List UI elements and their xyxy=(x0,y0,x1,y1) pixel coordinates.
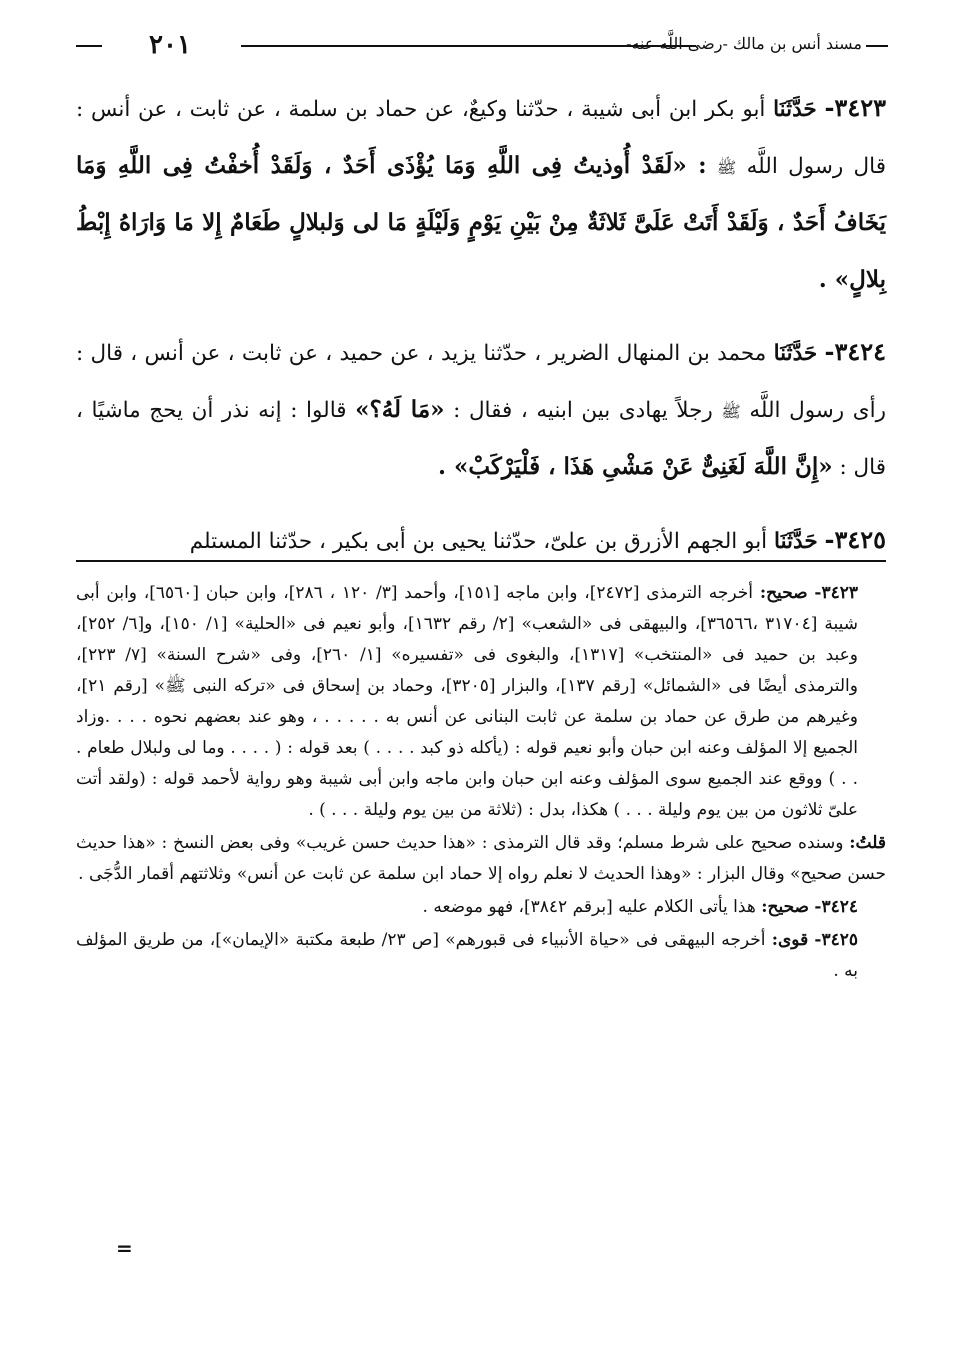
footnote-number: ٣٤٢٤- xyxy=(814,897,858,917)
hadith-quote-2: «إِنَّ اللَّهَ لَغَنِىٌّ عَنْ مَشْىِ هَذَا ، فَلْيَرْكَبْ» . xyxy=(437,453,833,480)
footnote-grade: صحيح: xyxy=(761,897,809,917)
hadith-number: ٣٤٢٥- xyxy=(824,524,886,554)
continuation-mark: = xyxy=(116,1236,133,1260)
footnote-3423 xyxy=(76,578,886,826)
hadith-isnad: أبو الجهم الأزرق بن علىّ، حدّثنا يحيى بن أبى بكير ، حدّثنا المستلم xyxy=(189,528,768,554)
footnote-number: ٣٤٢٣- xyxy=(814,583,858,603)
footnotes xyxy=(76,578,886,989)
salawat-mark: ﷺ xyxy=(721,401,741,421)
page-header xyxy=(76,30,886,64)
hadith-narration: رجلاً يهادى بين ابنيه ، فقال : xyxy=(453,397,713,423)
salawat-mark: ﷺ xyxy=(717,157,737,177)
hadith-number: ٣٤٢٤- xyxy=(824,337,886,366)
footnote-separator xyxy=(76,560,886,562)
hadith-3423 xyxy=(76,80,886,308)
running-title: مسند أنس بن مالك -رضى اللَّه عنه- xyxy=(626,34,862,53)
footnote-text: أخرجه الترمذى [٢٤٧٢]، وابن ماجه [١٥١]، وأحمد [٣/ ١٢٠ ، ٢٨٦]، وابن حبان [٦٥٦٠]، وابن أبى شيبة [٣١٧٠٤ ،٣٦٥٦٦]، والبيهقى فى «الشعب» [٢/ رقم ١٦٣٢]، وأبو نعيم فى «الحلية» [١/ ١٥٠]، و[٦/ ٢٥٢]، وعبد بن حميد فى «المنتخب» [١٣١٧]، والبغوى فى «تفسيره» [١/ ٢٦٠]، وفى «شرح السنة» [٧/ ٢٢٣]، والترمذى أيضًا فى «الشمائل» [رقم ١٣٧]، والبزار [٣٢٠٥]، وحماد بن إسحاق فى «تركه النبى ﷺ» [رقم ٢١]، وغيرهم من طرق عن حماد بن سلمة عن ثابت البنانى عن أنس به . . . . . ، وهو عند بعضهم نحوه . . . .وزاد الجميع إلا المؤلف وعنه ابن حبان وأبو نعيم قوله : (يأكله ذو كبد . . . . ) بعد قوله : ( . . . . وما لى ولبلال طعام . . . ) ووقع عند الجميع سوى المؤلف وعنه ابن حبان وابن ماجه وابن أبى شيبة وهو رواية لأحمد قوله : (ولقد أتت علىّ ثلاثون من بين يوم وليلة . . . ) هكذا، بدل : (ثلاثة من بين يوم وليلة . . . ) . xyxy=(76,583,859,820)
haddathana-word: حَدَّثَنَا xyxy=(774,528,818,554)
footnote-3425 xyxy=(76,925,886,987)
hadith-isnad: أبو بكر ابن أبى شيبة ، حدّثنا وكيعٌ، عن حماد بن سلمة ، عن ثابت ، عن أنس : قال رسول اللَّه xyxy=(76,97,886,179)
footnote-comment xyxy=(76,828,886,890)
header-rule-left xyxy=(76,45,102,47)
hadith-narration-mid: قالوا : إنه نذر أن يحج ماشيًا ، قال : xyxy=(76,397,886,480)
main-text xyxy=(76,80,886,585)
haddathana-word: حَدَّثَنَا xyxy=(773,341,818,366)
haddathana-word: حَدَّثَنَا xyxy=(773,97,817,122)
page-number: ٢٠١ xyxy=(149,30,191,60)
footnote-text: هذا يأتى الكلام عليه [برقم ٣٨٤٢]، فهو موضعه . xyxy=(422,897,756,917)
footnote-grade: قوى: xyxy=(771,930,809,950)
footnote-number: ٣٤٢٥- xyxy=(814,930,858,950)
header-rule-right xyxy=(866,45,888,47)
footnote-comment-title: قلتُ: xyxy=(849,833,886,853)
footnote-3424 xyxy=(76,892,886,923)
hadith-isnad: محمد بن المنهال الضرير ، حدّثنا يزيد ، عن حميد ، عن ثابت ، عن أنس ، قال : رأى رسول اللَّه xyxy=(76,341,886,423)
footnote-comment-text: وسنده صحيح على شرط مسلم؛ وقد قال الترمذى : «هذا حديث حسن غريب» وفى بعض النسخ : «هذا حديث حسن صحيح» وقال البزار : «وهذا الحديث لا نعلم رواه إلا حماد ابن سلمة عن ثابت عن أنس» وثلاثتهم أقمار الدُّجَى . xyxy=(76,833,886,884)
hadith-matn: : «لَقَدْ أُوذيتُ فِى اللَّهِ وَمَا يُؤْذَى أَحَدٌ ، وَلَقَدْ أُخفْتُ فِى اللَّهِ وَمَا يَخَافُ أَحَدٌ ، وَلَقَدْ أَتَتْ عَلَىَّ ثَلاثَةٌ مِنْ بَيْنِ يَوْمٍ وَلَيْلَةٍ مَا لى وَلبلالٍ طَعَامٌ إِلا مَا وَارَاهُ إِبْطُ بِلالٍ» . xyxy=(76,151,886,293)
footnote-grade: صحيح: xyxy=(759,583,808,603)
hadith-number: ٣٤٢٣- xyxy=(824,93,886,122)
footnote-text: أخرجه البيهقى فى «حياة الأنبياء فى قبورهم» [ص ٢٣/ طبعة مكتبة «الإيمان»]، من طريق المؤلف به . xyxy=(76,930,858,981)
hadith-quote-1: «مَا لَهُ؟» xyxy=(355,395,445,423)
hadith-3424 xyxy=(76,324,886,496)
